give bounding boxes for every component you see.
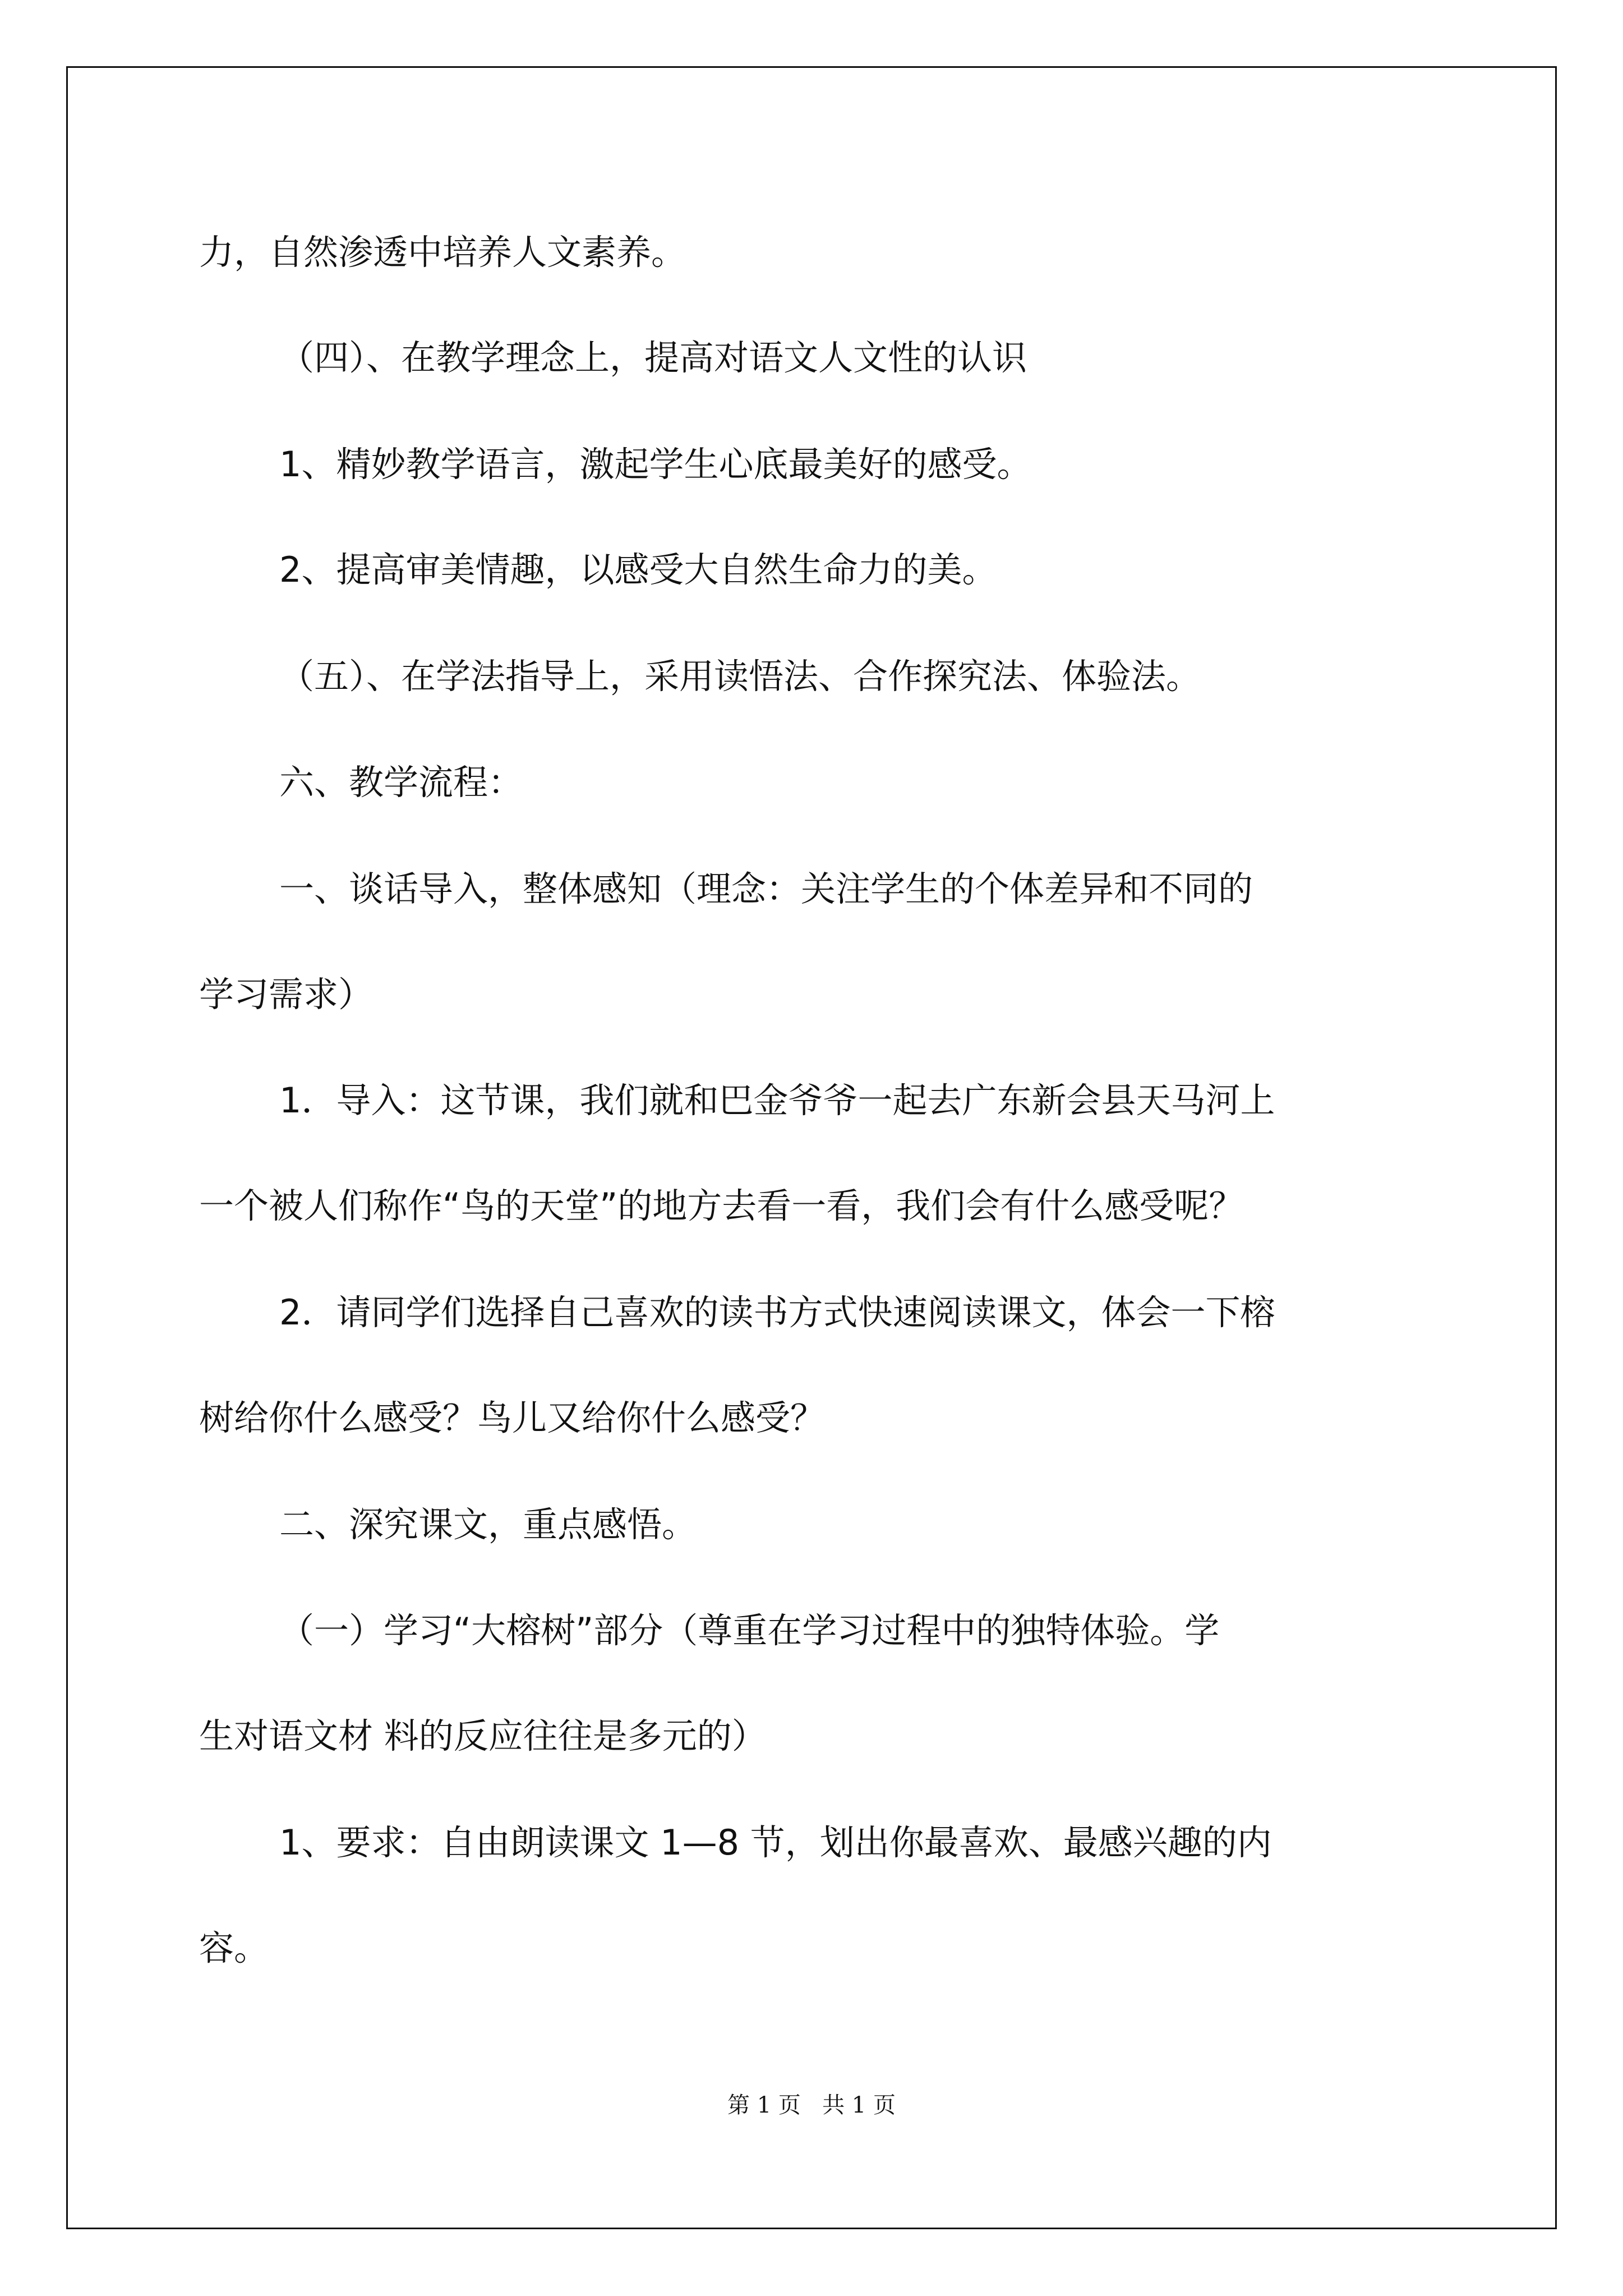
section-heading-6: 六、教学流程： xyxy=(279,762,523,803)
paragraph-line: 树给你什么感受？鸟儿又给你什么感受？ xyxy=(199,1397,826,1438)
paragraph-line: 2．请同学们选择自己喜欢的读书方式快速阅读课文，体会一下榕 xyxy=(279,1292,1275,1333)
paragraph-line: 1、要求：自由朗读课文 1—8 节，划出你最喜欢、最感兴趣的内 xyxy=(279,1822,1272,1863)
paragraph-line: 容。 xyxy=(199,1927,269,1968)
paragraph-line: 生对语文材 料的反应往往是多元的） xyxy=(199,1715,767,1756)
paragraph-line: 一、谈话导入，整体感知（理念：关注学生的个体差异和不同的 xyxy=(279,868,1253,909)
page-footer: 第 1 页 共 1 页 xyxy=(727,2092,896,2118)
paragraph-line: 力，自然渗透中培养人文素养。 xyxy=(199,232,686,273)
paragraph-line: 二、深究课文，重点感悟。 xyxy=(279,1504,697,1545)
paragraph-line: 2、提高审美情趣，以感受大自然生命力的美。 xyxy=(279,549,997,590)
page-border xyxy=(66,66,1557,2229)
paragraph-line: 学习需求） xyxy=(199,974,374,1015)
paragraph-line: 1．导入：这节课，我们就和巴金爷爷一起去广东新会县天马河上 xyxy=(279,1080,1275,1121)
section-heading-4: （四）、在教学理念上，提高对语文人文性的认识 xyxy=(279,337,1027,378)
paragraph-line: 1、精妙教学语言，激起学生心底最美好的感受。 xyxy=(279,444,1032,485)
paragraph-line: 一个被人们称作“鸟的天堂”的地方去看一看，我们会有什么感受呢？ xyxy=(199,1185,1244,1226)
section-heading-5: （五）、在学法指导上，采用读悟法、合作探究法、体验法。 xyxy=(279,656,1201,697)
paragraph-line: （一）学习“大榕树”部分（尊重在学习过程中的独特体验。学 xyxy=(279,1610,1220,1651)
